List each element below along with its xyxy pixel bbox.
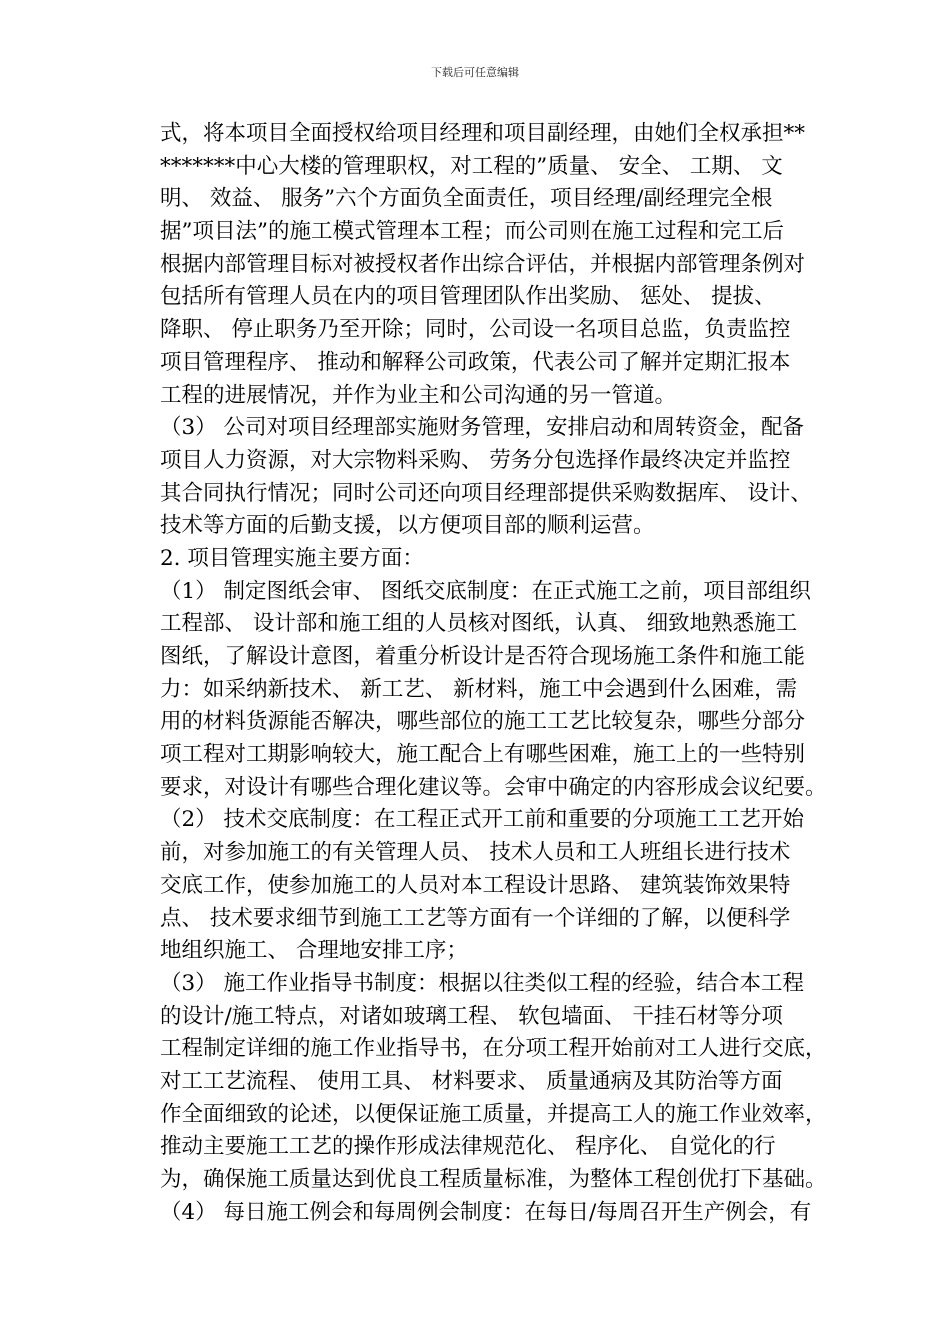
text-line: 项目管理程序、 推动和解释公司政策，代表公司了解并定期汇报本 xyxy=(160,349,791,375)
text-line: 图纸，了解设计意图，着重分析设计是否符合现场施工条件和施工能 xyxy=(160,644,806,669)
text-line: 要求，对设计有哪些合理化建议等。会审中确定的内容形成会议纪要。 xyxy=(160,774,827,800)
text-line: 点、 技术要求细节到施工工艺等方面有一个详细的了解，以便科学 xyxy=(160,905,791,931)
text-line: 工程制定详细的施工作业指导书，在分项工程开始前对工人进行交底， xyxy=(160,1036,827,1062)
text-line: 技术等方面的后勤支援，以方便项目部的顺利运营。 xyxy=(160,513,655,539)
text-line: （1） 制定图纸会审、 图纸交底制度：在正式施工之前，项目部组织 xyxy=(160,578,811,604)
text-line: 的设计/施工特点，对诸如玻璃工程、 软包墙面、 干挂石材等分项 xyxy=(160,1003,783,1029)
text-line: 用的材料货源能否解决，哪些部位的施工工艺比较复杂，哪些分部分 xyxy=(160,709,806,735)
text-line: 2. 项目管理实施主要方面： xyxy=(160,545,424,571)
text-line: 推动主要施工工艺的操作形成法律规范化、 程序化、 自觉化的行 xyxy=(160,1134,776,1160)
text-line: 其合同执行情况；同时公司还向项目经理部提供采购数据库、 设计、 xyxy=(160,480,812,506)
text-line: 工程的进展情况，并作为业主和公司沟通的另一管道。 xyxy=(160,382,677,408)
text-line: （3） 公司对项目经理部实施财务管理，安排启动和周转资金，配备 xyxy=(160,415,805,441)
text-line: （2） 技术交底制度：在工程正式开工前和重要的分项施工工艺开始 xyxy=(160,807,805,833)
text-line: 地组织施工、 合理地安排工序； xyxy=(160,938,468,964)
text-line: 根据内部管理目标对被授权者作出综合评估，并根据内部管理条例对 xyxy=(160,251,806,277)
text-line: 降职、 停止职务乃至开除；同时，公司设一名项目总监，负责监控 xyxy=(160,317,791,343)
text-line: 项目人力资源，对大宗物料采购、 劳务分包选择作最终决定并监控 xyxy=(160,447,791,473)
page-header: 下载后可任意编辑 xyxy=(431,66,519,79)
text-line: 明、 效益、 服务”六个方面负全面责任，项目经理/副经理完全根 xyxy=(160,186,773,212)
text-line: （3） 施工作业指导书制度：根据以往类似工程的经验，结合本工程 xyxy=(160,970,805,996)
text-line: 前，对参加施工的有关管理人员、 技术人员和工人班组长进行技术 xyxy=(160,840,791,866)
text-line: 为，确保施工质量达到优良工程质量标准，为整体工程创优打下基础。 xyxy=(160,1167,827,1192)
text-line: 据”项目法”的施工模式管理本工程；而公司则在施工过程和完工后 xyxy=(160,219,784,245)
text-line: 作全面细致的论述，以便保证施工质量，并提高工人的施工作业效率， xyxy=(160,1101,827,1127)
text-line: 对工工艺流程、 使用工具、 材料要求、 质量通病及其防治等方面 xyxy=(160,1068,783,1094)
text-line: 工程部、 设计部和施工组的人员核对图纸，认真、 细致地熟悉施工 xyxy=(160,611,798,637)
text-line: 项工程对工期影响较大，施工配合上有哪些困难，施工上的一些特别 xyxy=(160,742,806,768)
text-line: 式，将本项目全面授权给项目经理和项目副经理，由她们全权承担** xyxy=(160,121,806,146)
text-line: 交底工作，使参加施工的人员对本工程设计思路、 建筑装饰效果特 xyxy=(160,872,791,898)
text-line: *******中心大楼的管理职权，对工程的”质量、 安全、 工期、 文 xyxy=(160,153,783,179)
text-line: 包括所有管理人员在内的项目管理团队作出奖励、 惩处、 提拔、 xyxy=(160,284,776,310)
document-body xyxy=(160,118,872,1229)
text-line: （4） 每日施工例会和每周例会制度：在每日/每周召开生产例会，有 xyxy=(160,1199,812,1225)
text-line: 力：如采纳新技术、 新工艺、 新材料，施工中会遇到什么困难，需 xyxy=(160,676,798,702)
